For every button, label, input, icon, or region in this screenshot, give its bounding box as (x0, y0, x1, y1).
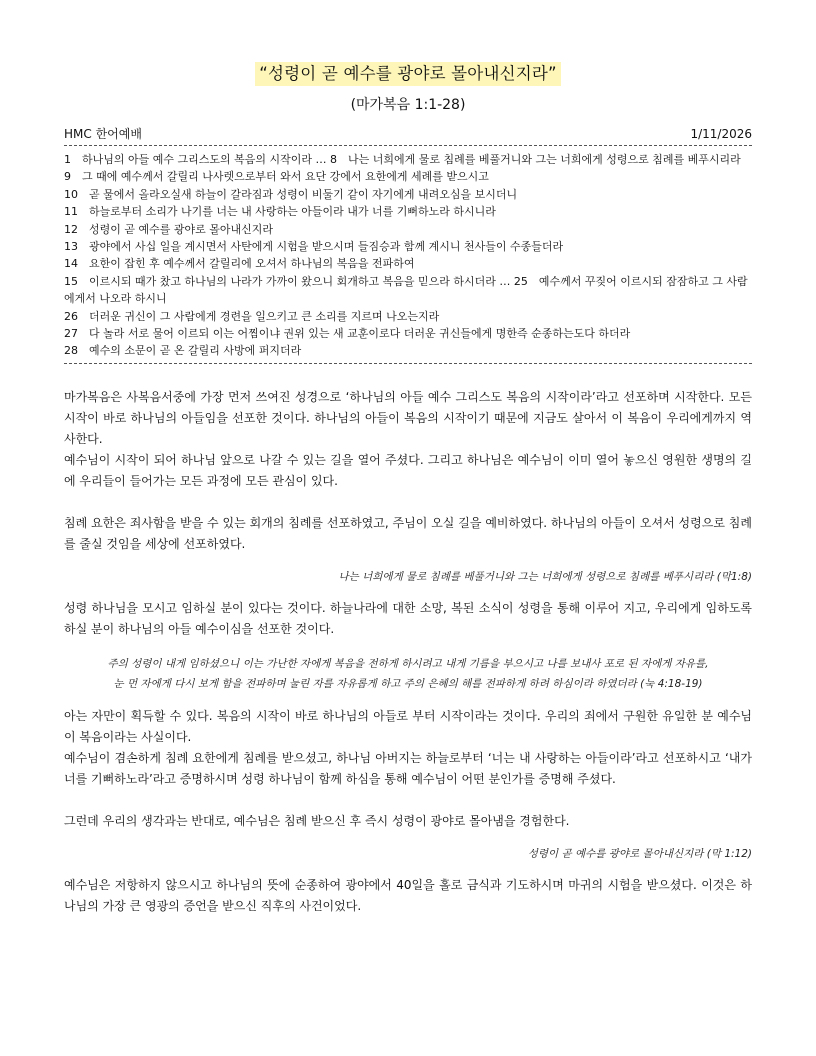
sermon-title: “성령이 곧 예수를 광야로 몰아내신지라” (255, 62, 561, 86)
verse-line: 13 광야에서 사십 일을 계시면서 사탄에게 시험을 받으시며 들짐승과 함께 계시니 천사들이 수종들더라 (64, 240, 564, 254)
verse-line: 9 그 때에 예수께서 갈릴리 나사렛으로부터 와서 요단 강에서 요한에게 세례를 받으시고 (64, 170, 489, 184)
body-paragraph: 예수님은 저항하지 않으시고 하나님의 뜻에 순종하여 광야에서 40일을 홀로 금식과 기도하시며 마귀의 시험을 받으셨다. 이것은 하나님의 가장 큰 영광의 증언을 받으신 직후의 사건이었다. (64, 877, 752, 913)
verse-line: 1 하나님의 아들 예수 그리스도의 복음의 시작이라 … 8 나는 너희에게 물로 침례를 베풀거니와 그는 너희에게 성령으로 침례를 베푸시리라 (64, 153, 741, 166)
title-area (64, 0, 752, 86)
body-paragraph: 성령 하나님을 모시고 임하실 분이 있다는 것이다. 하늘나라에 대한 소망, 복된 소식이 성령을 통해 이루어 지고, 우리에게 임하도록 하실 분이 하나님의 아들 예수이심을 선포한 것이다. (64, 600, 752, 636)
verse-line: 10 곧 물에서 올라오실새 하늘이 갈라짐과 성령이 비둘기 같이 자기에게 내려오심을 보시더니 (64, 187, 518, 201)
verse-line: 27 다 놀라 서로 물어 이르되 이는 어찜이냐 권위 있는 새 교훈이로다 더러운 귀신들에게 명한즉 순종하는도다 하더라 (64, 327, 631, 341)
verse-line: 28 예수의 소문이 곧 온 갈릴리 사방에 퍼지더라 (64, 344, 302, 358)
verse-line: 26 더러운 귀신이 그 사람에게 경련을 일으키고 큰 소리를 지르며 나오는지라 (64, 309, 440, 323)
quote-line: 눈 먼 자에게 다시 보게 함을 전파하며 눌린 자를 자유롭게 하고 주의 은혜의 해를 전파하게 하려 하심이라 하였더라 (눅 4:18-19) (113, 677, 703, 690)
sermon-body (64, 387, 752, 917)
body-paragraph: 마가복음은 사복음서중에 가장 먼저 쓰여진 성경으로 ‘하나님의 아들 예수 그리스도 복음의 시작이라’라고 선포하며 시작한다. 모든 시작이 바로 하나님의 아들임을 선포한 것이다. 하나님의 아들이 복음의 시작이기 때문에 지금도 살아서 이 복음이 우리에게까지 역사한다. (64, 389, 752, 446)
scripture-quote: 나는 너희에게 물로 침례를 베풀거니와 그는 너희에게 성령으로 침례를 베푸시리라 (막1:8) (338, 570, 752, 583)
body-paragraph: 그런데 우리의 생각과는 반대로, 예수님은 침례 받으신 후 즉시 성령이 광야로 몰아냄을 경험한다. (64, 813, 570, 828)
scripture-quote-block (70, 654, 746, 694)
verse-line: 11 하늘로부터 소리가 나기를 너는 내 사랑하는 아들이라 내가 너를 기뻐하노라 하시니라 (64, 205, 496, 219)
scripture-verses (64, 151, 752, 360)
meta-row (64, 126, 752, 142)
organization-name: HMC 한어예배 (64, 127, 142, 141)
body-paragraph: 예수님이 겸손하게 침례 요한에게 침례를 받으셨고, 하나님 아버지는 하늘로부터 ‘너는 내 사랑하는 아들이라’라고 선포하시고 ‘내가 너를 기뻐하노라’라고 증명하시며 성령 하나님이 함께 하심을 통해 예수님이 어떤 분인가를 증명해 주셨다. (64, 750, 752, 786)
sermon-date: 1/11/2026 (690, 127, 752, 141)
body-paragraph: 아는 자만이 획득할 수 있다. 복음의 시작이 바로 하나님의 아들로 부터 시작이라는 것이다. 우리의 죄에서 구원한 유일한 분 예수님이 복음이라는 사실이다. (64, 708, 752, 744)
body-paragraph: 침례 요한은 죄사함을 받을 수 있는 회개의 침례를 선포하였고, 주님이 오실 길을 예비하였다. 하나님의 아들이 오셔서 성령으로 침례를 줄실 것임을 세상에 선포하였다. (64, 515, 752, 551)
body-paragraph: 예수님이 시작이 되어 하나님 앞으로 나갈 수 있는 길을 열어 주셨다. 그리고 하나님은 예수님이 이미 열어 놓으신 영원한 생명의 길에 우리들이 들어가는 모든 과정에 모든 관심이 있다. (64, 452, 752, 488)
verse-line: 14 요한이 잡힌 후 예수께서 갈릴리에 오셔서 하나님의 복음을 전파하여 (64, 257, 415, 271)
verse-line: 12 성령이 곧 예수를 광야로 몰아내신지라 (64, 222, 273, 236)
verse-line: 15 이르시되 때가 찼고 하나님의 나라가 가까이 왔으니 회개하고 복음을 믿으라 하시더라 … 25 예수께서 꾸짖어 이르시되 잠잠하고 그 사람에게서 나오라 하시니 (64, 274, 748, 306)
scripture-quote: 성령이 곧 예수를 광야로 몰아내신지라 (막 1:12) (527, 847, 752, 860)
scripture-reference: (마가복음 1:1-28) (350, 97, 466, 113)
divider-top (64, 145, 752, 146)
divider-bottom (64, 363, 752, 364)
quote-line: 주의 성령이 내게 임하셨으니 이는 가난한 자에게 복음을 전하게 하시려고 내게 기름을 부으시고 나를 보내사 포로 된 자에게 자유를, (107, 657, 709, 670)
